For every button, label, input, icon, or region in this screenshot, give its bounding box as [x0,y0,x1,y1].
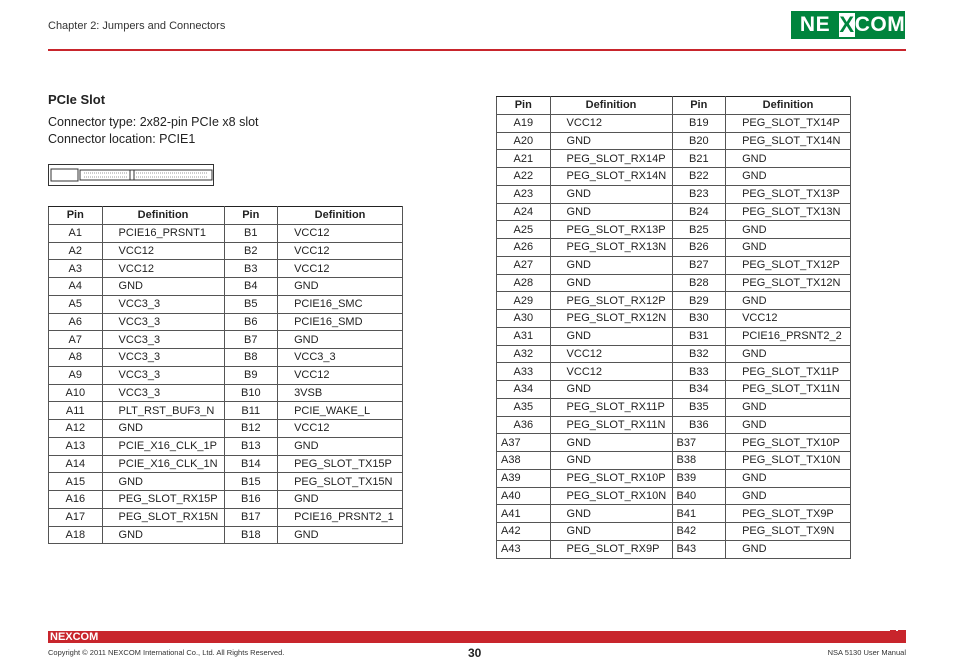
footer-corner-mark [890,630,896,636]
definition-cell: PCIE_X16_CLK_1P [102,437,224,455]
definition-cell: GND [550,434,672,452]
definition-cell: PEG_SLOT_RX10P [550,469,672,487]
table-row [49,331,403,349]
pin-cell: B25 [672,221,726,239]
definition-cell: VCC12 [278,420,403,438]
table-row [49,420,403,438]
pin-cell: B21 [672,150,726,168]
definition-cell: GND [278,437,403,455]
manual-title: NSA 5130 User Manual [827,648,906,657]
table-row [497,292,851,310]
section-title: PCIe Slot [48,92,106,107]
pin-cell: B43 [672,540,726,558]
definition-cell: GND [726,168,851,186]
definition-cell: PEG_SLOT_TX12N [726,274,851,292]
table-row [497,363,851,381]
definition-cell: VCC12 [102,260,224,278]
table-row [497,398,851,416]
definition-cell: GND [726,292,851,310]
definition-cell: VCC12 [278,366,403,384]
definition-cell: 3VSB [278,384,403,402]
pin-cell: B1 [224,224,278,242]
pin-cell: A32 [497,345,551,363]
pin-cell: A17 [49,508,103,526]
definition-cell: VCC12 [278,260,403,278]
definition-cell: PEG_SLOT_RX11P [550,398,672,416]
table-row [49,402,403,420]
definition-cell: PEG_SLOT_TX10P [726,434,851,452]
pin-cell: A28 [497,274,551,292]
pin-cell: A29 [497,292,551,310]
definition-cell: GND [102,420,224,438]
header-definition: Definition [550,97,672,115]
table-row [49,455,403,473]
definition-cell: PEG_SLOT_RX13P [550,221,672,239]
pin-cell: B42 [672,523,726,541]
pin-cell: A42 [497,523,551,541]
header-pin: Pin [497,97,551,115]
pin-cell: A6 [49,313,103,331]
definition-cell: GND [278,526,403,544]
definition-cell: VCC12 [550,363,672,381]
table-row [497,505,851,523]
definition-cell: GND [550,256,672,274]
definition-cell: GND [550,523,672,541]
definition-cell: PCIE16_SMC [278,295,403,313]
definition-cell: PEG_SLOT_TX11N [726,381,851,399]
table-row [49,295,403,313]
pin-cell: A27 [497,256,551,274]
pin-cell: B24 [672,203,726,221]
pin-cell: B13 [224,437,278,455]
pin-cell: A34 [497,381,551,399]
pin-cell: B41 [672,505,726,523]
nexcom-logo: NE X COM [791,11,905,39]
pin-cell: B29 [672,292,726,310]
table-row [49,278,403,296]
header-divider [48,49,906,51]
definition-cell: VCC12 [550,345,672,363]
definition-cell: PEG_SLOT_TX9P [726,505,851,523]
pin-cell: A19 [497,114,551,132]
table-row [497,523,851,541]
pin-cell: A24 [497,203,551,221]
footer-logo: NEXCOM [50,631,99,643]
definition-cell: PCIE_WAKE_L [278,402,403,420]
pin-cell: B40 [672,487,726,505]
definition-cell: GND [726,239,851,257]
table-row [49,526,403,544]
definition-cell: VCC12 [550,114,672,132]
pin-cell: B7 [224,331,278,349]
table-row [497,416,851,434]
pin-cell: B28 [672,274,726,292]
definition-cell: PEG_SLOT_RX13N [550,239,672,257]
definition-cell: PEG_SLOT_RX12N [550,310,672,328]
definition-cell: GND [550,505,672,523]
table-row [49,313,403,331]
definition-cell: GND [550,203,672,221]
definition-cell: GND [726,540,851,558]
pin-cell: B18 [224,526,278,544]
header-pin: Pin [672,97,726,115]
definition-cell: PEG_SLOT_TX14P [726,114,851,132]
chapter-title: Chapter 2: Jumpers and Connectors [48,20,226,32]
table-row [497,452,851,470]
pin-cell: A3 [49,260,103,278]
definition-cell: PEG_SLOT_RX15N [102,508,224,526]
pin-cell: A36 [497,416,551,434]
pin-cell: A4 [49,278,103,296]
pin-cell: A35 [497,398,551,416]
definition-cell: PEG_SLOT_TX11P [726,363,851,381]
footer-bar [48,631,906,643]
pin-cell: A40 [497,487,551,505]
definition-cell: GND [550,381,672,399]
pin-cell: B32 [672,345,726,363]
definition-cell: VCC12 [278,242,403,260]
pin-cell: B37 [672,434,726,452]
pin-cell: B30 [672,310,726,328]
pin-cell: A14 [49,455,103,473]
table-row [497,469,851,487]
pin-cell: B5 [224,295,278,313]
pin-cell: B4 [224,278,278,296]
pin-cell: A1 [49,224,103,242]
pin-cell: A8 [49,349,103,367]
definition-cell: PCIE16_PRSNT1 [102,224,224,242]
pin-cell: A37 [497,434,551,452]
pin-cell: B9 [224,366,278,384]
definition-cell: PEG_SLOT_TX10N [726,452,851,470]
pin-cell: A25 [497,221,551,239]
pin-cell: A10 [49,384,103,402]
definition-cell: VCC3_3 [102,313,224,331]
pin-cell: B6 [224,313,278,331]
header-definition: Definition [726,97,851,115]
table-row [497,381,851,399]
definition-cell: PEG_SLOT_RX15P [102,491,224,509]
pin-cell: B35 [672,398,726,416]
pin-cell: B20 [672,132,726,150]
pin-cell: A11 [49,402,103,420]
definition-cell: PEG_SLOT_RX11N [550,416,672,434]
table-row [497,310,851,328]
definition-cell: PEG_SLOT_RX12P [550,292,672,310]
table-row [49,473,403,491]
definition-cell: PEG_SLOT_TX12P [726,256,851,274]
pin-cell: A7 [49,331,103,349]
pin-cell: A26 [497,239,551,257]
copyright: Copyright © 2011 NEXCOM International Co., Ltd. All Rights Reserved. [48,648,285,657]
definition-cell: VCC3_3 [102,349,224,367]
pin-cell: A9 [49,366,103,384]
table-row [497,168,851,186]
definition-cell: GND [278,491,403,509]
table-row [49,260,403,278]
pin-cell: B36 [672,416,726,434]
table-row [497,203,851,221]
table-row [497,487,851,505]
table-row [497,540,851,558]
definition-cell: GND [726,150,851,168]
header-pin: Pin [49,207,103,225]
pin-cell: A38 [497,452,551,470]
pin-cell: B12 [224,420,278,438]
definition-cell: PEG_SLOT_TX14N [726,132,851,150]
pin-cell: B27 [672,256,726,274]
table-row [49,366,403,384]
pin-cell: A18 [49,526,103,544]
definition-cell: PCIE16_PRSNT2_1 [278,508,403,526]
definition-cell: VCC3_3 [102,331,224,349]
pin-cell: B31 [672,327,726,345]
definition-cell: PEG_SLOT_RX10N [550,487,672,505]
pin-cell: A15 [49,473,103,491]
pin-cell: A20 [497,132,551,150]
pin-cell: A31 [497,327,551,345]
table-row [49,349,403,367]
definition-cell: VCC12 [278,224,403,242]
table-row [497,274,851,292]
table-row [49,242,403,260]
definition-cell: PCIE16_SMD [278,313,403,331]
connector-location: Connector location: PCIE1 [48,132,196,146]
table-row [49,437,403,455]
definition-cell: VCC3_3 [102,295,224,313]
definition-cell: PEG_SLOT_TX9N [726,523,851,541]
pin-cell: B26 [672,239,726,257]
header-definition: Definition [102,207,224,225]
pin-cell: B10 [224,384,278,402]
table-row [497,114,851,132]
pin-cell: B23 [672,185,726,203]
table-row [497,221,851,239]
definition-cell: VCC12 [726,310,851,328]
definition-cell: PEG_SLOT_RX14P [550,150,672,168]
pin-cell: A23 [497,185,551,203]
header-pin: Pin [224,207,278,225]
definition-cell: GND [102,473,224,491]
definition-cell: GND [102,526,224,544]
definition-cell: GND [726,221,851,239]
pin-cell: B38 [672,452,726,470]
connector-type: Connector type: 2x82-pin PCIe x8 slot [48,115,259,129]
definition-cell: VCC3_3 [102,366,224,384]
definition-cell: GND [278,278,403,296]
pin-cell: B39 [672,469,726,487]
table-row [497,434,851,452]
pinout-table-1 [48,206,403,544]
definition-cell: PEG_SLOT_RX9P [550,540,672,558]
definition-cell: GND [726,398,851,416]
table-row [497,239,851,257]
pin-cell: B33 [672,363,726,381]
pcie-slot-illustration [48,164,214,186]
pin-cell: A2 [49,242,103,260]
pin-cell: B19 [672,114,726,132]
definition-cell: PEG_SLOT_TX13P [726,185,851,203]
pin-cell: B22 [672,168,726,186]
pin-cell: A12 [49,420,103,438]
pin-cell: B2 [224,242,278,260]
pinout-table-2 [496,96,851,559]
table-row [49,508,403,526]
table-row [497,345,851,363]
pin-cell: A30 [497,310,551,328]
header-definition: Definition [278,207,403,225]
definition-cell: PEG_SLOT_TX13N [726,203,851,221]
definition-cell: PLT_RST_BUF3_N [102,402,224,420]
definition-cell: PEG_SLOT_RX14N [550,168,672,186]
definition-cell: GND [726,469,851,487]
pin-cell: B16 [224,491,278,509]
definition-cell: GND [550,274,672,292]
table-row [497,327,851,345]
footer-corner-mark [898,630,906,636]
definition-cell: VCC12 [102,242,224,260]
definition-cell: GND [102,278,224,296]
pin-cell: A16 [49,491,103,509]
definition-cell: PCIE16_PRSNT2_2 [726,327,851,345]
definition-cell: VCC3_3 [278,349,403,367]
pin-cell: B34 [672,381,726,399]
table-row [49,384,403,402]
definition-cell: PEG_SLOT_TX15P [278,455,403,473]
table-row [497,256,851,274]
pin-cell: B11 [224,402,278,420]
definition-cell: GND [550,132,672,150]
pin-cell: A13 [49,437,103,455]
pin-cell: A33 [497,363,551,381]
definition-cell: GND [278,331,403,349]
definition-cell: GND [550,185,672,203]
definition-cell: PEG_SLOT_TX15N [278,473,403,491]
pin-cell: A5 [49,295,103,313]
pin-cell: A43 [497,540,551,558]
definition-cell: GND [726,487,851,505]
pin-cell: A41 [497,505,551,523]
pin-cell: B14 [224,455,278,473]
pin-cell: B15 [224,473,278,491]
pin-cell: B17 [224,508,278,526]
definition-cell: PCIE_X16_CLK_1N [102,455,224,473]
page-number: 30 [468,646,482,660]
pin-cell: B3 [224,260,278,278]
pin-cell: A21 [497,150,551,168]
definition-cell: GND [550,327,672,345]
table-row [497,132,851,150]
definition-cell: GND [550,452,672,470]
definition-cell: GND [726,416,851,434]
pin-cell: A22 [497,168,551,186]
table-row [49,224,403,242]
table-row [497,150,851,168]
table-row [497,185,851,203]
pin-cell: A39 [497,469,551,487]
pin-cell: B8 [224,349,278,367]
definition-cell: GND [726,345,851,363]
table-row [49,491,403,509]
definition-cell: VCC3_3 [102,384,224,402]
